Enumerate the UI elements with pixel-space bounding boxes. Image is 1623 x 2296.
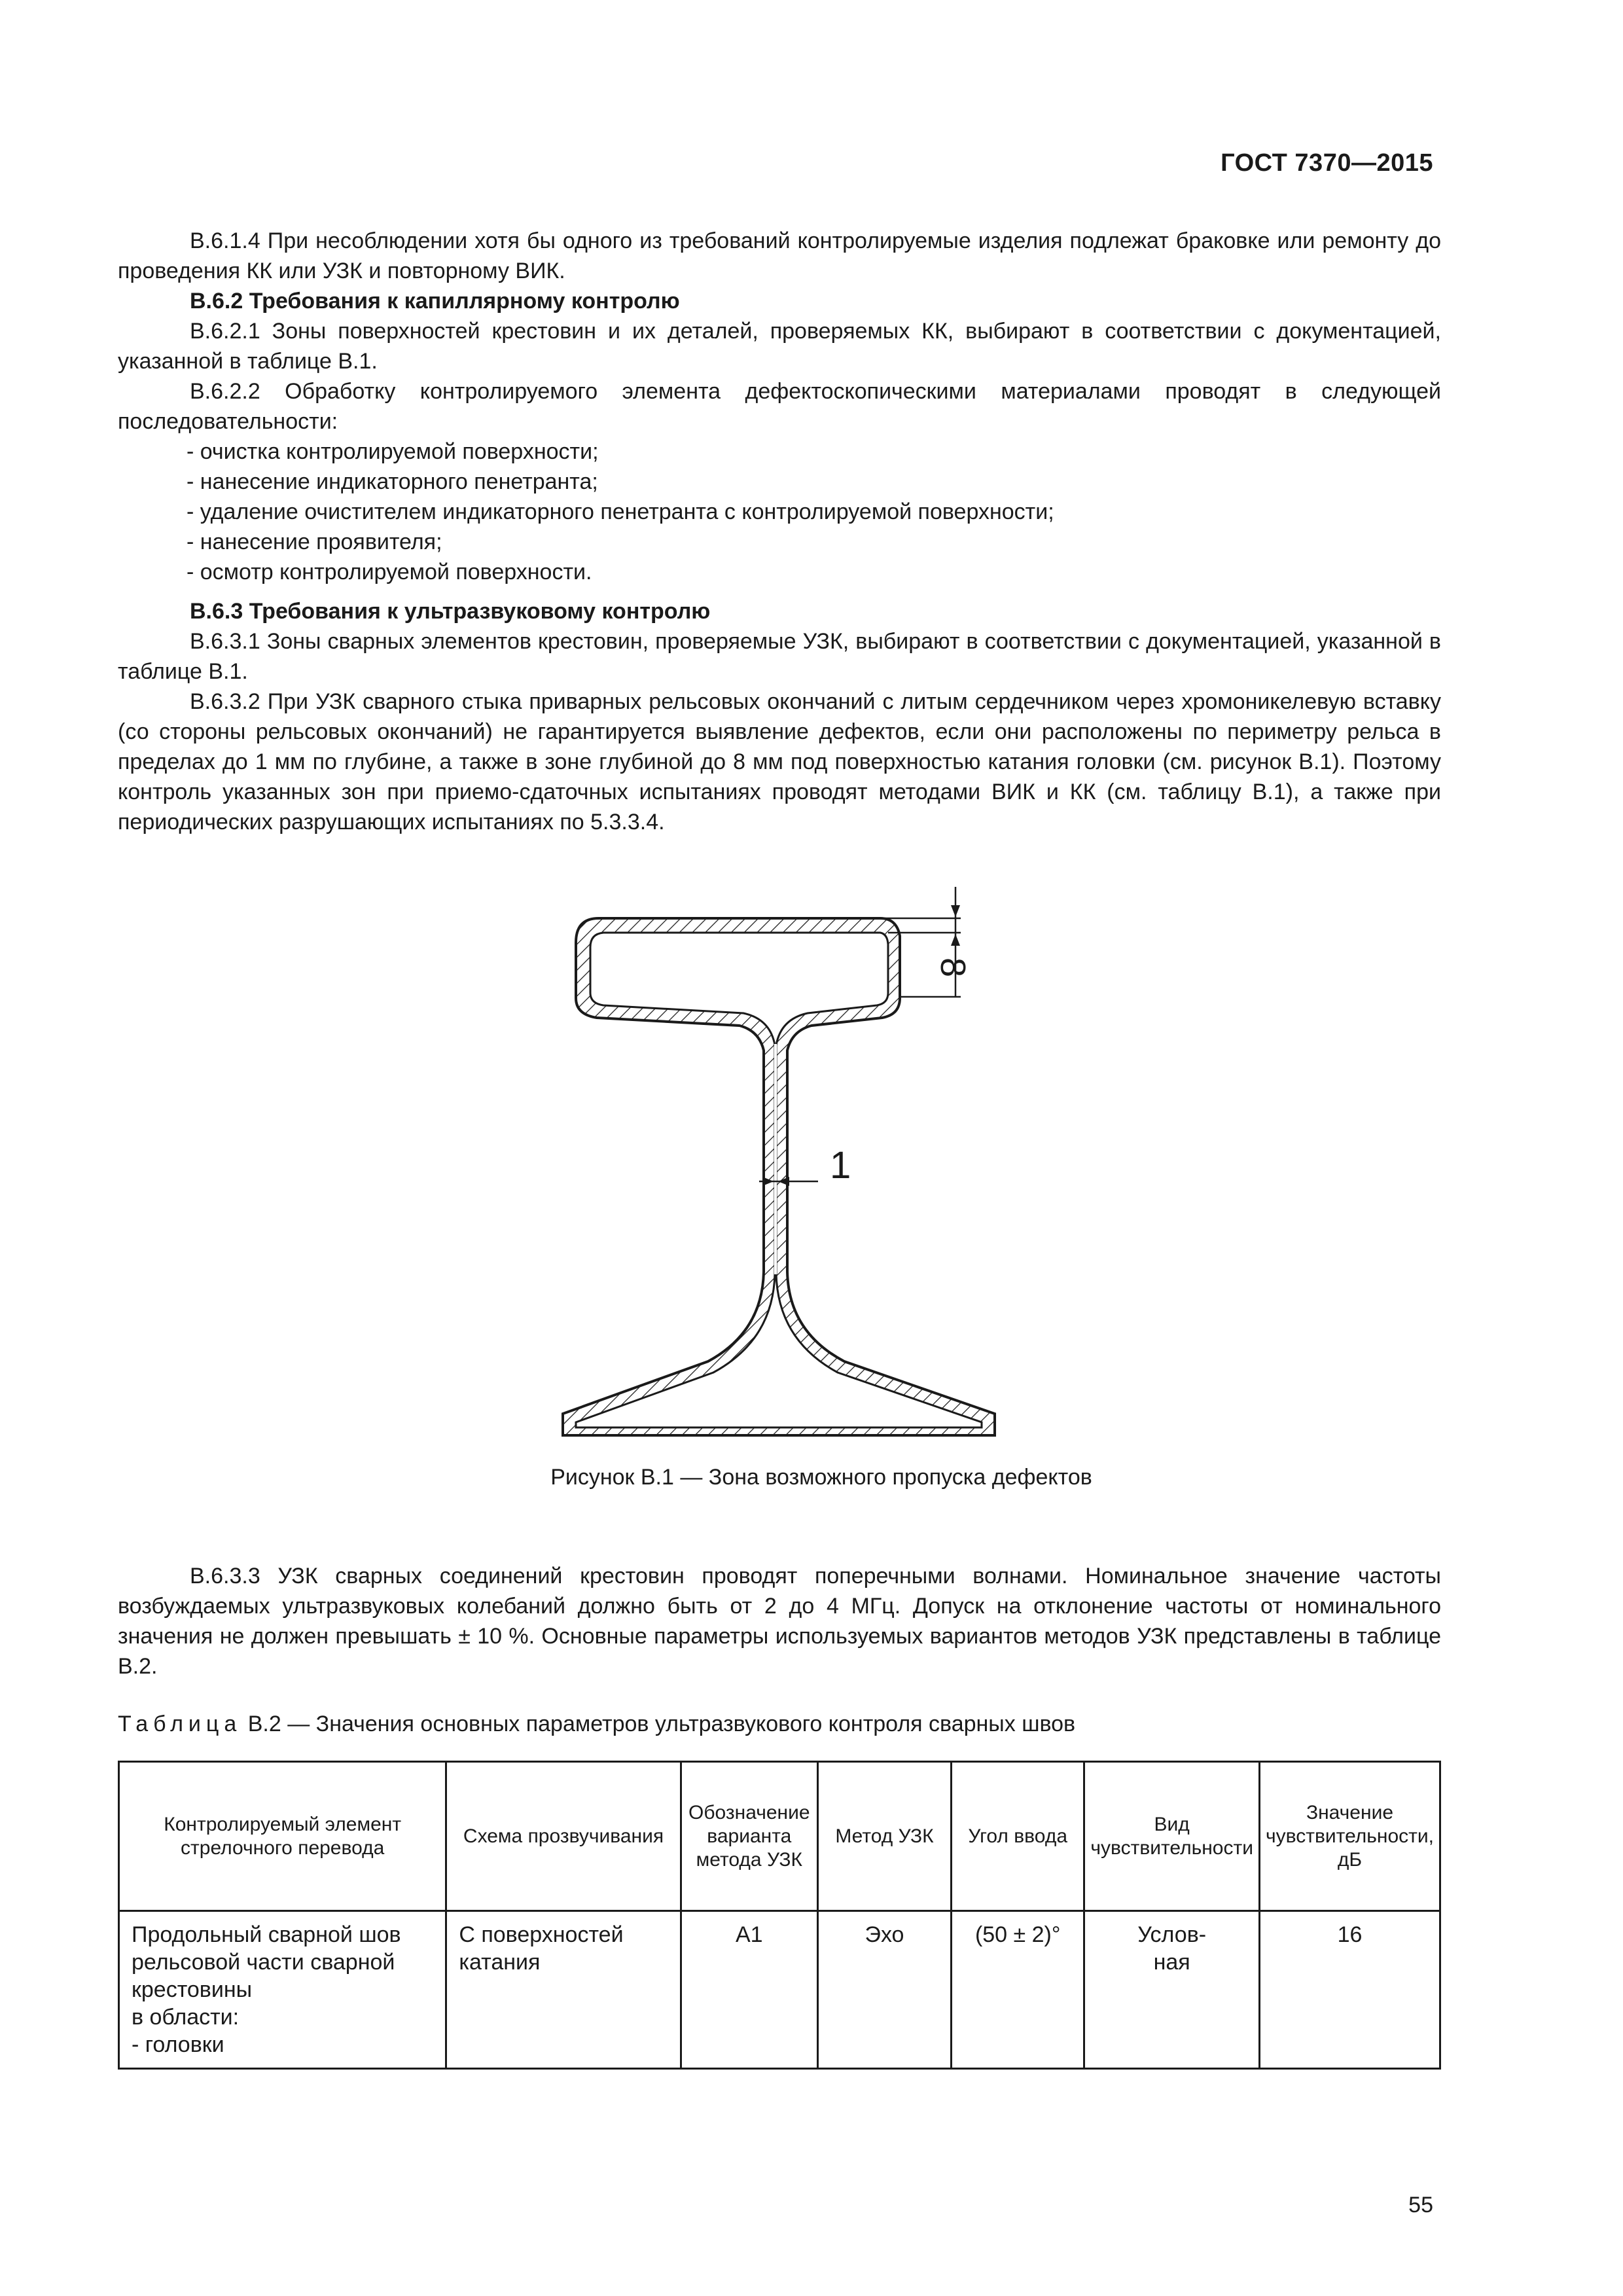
page-number: 55	[1408, 2193, 1433, 2217]
list-item: - нанесение индикаторного пенетранта;	[187, 469, 598, 494]
parameters-table	[118, 1761, 1441, 2070]
after-figure-text	[118, 1561, 1441, 1681]
cell-line: в области:	[132, 2005, 240, 2030]
rail-profile-figure	[537, 880, 1008, 1450]
rail-cross-section	[563, 918, 995, 1435]
cell-line: Услов-	[1137, 1922, 1207, 1947]
table-title-rest: В.2 — Значения основных параметров ультразвукового контроля сварных швов	[241, 1712, 1076, 1736]
paragraph-b632: В.6.3.2 При УЗК сварного стыка приварных рельсовых окончаний с литым сердечником через хромоникелевую вставку (со стороны рельсовых окончаний) не гарантируется выявление дефектов, если они расположены по периметру рельса в пределах до 1 мм по глубине, а также в зоне глубиной до 8 мм под поверхностью катания головки (см. рисунок В.1). Поэтому контроль указанных зон при приемо-сдаточных испытаниях проводят методами ВИК и КК (см. таблицу В.1), а также при периодических разрушающих испытаниях по 5.3.3.4.	[118, 689, 1441, 834]
header-sensitivity-type: Вид чувствительности	[1084, 1762, 1260, 1911]
cell-angle: (50 ± 2)°	[952, 1911, 1084, 2069]
list-item: - осмотр контролируемой поверхности.	[187, 560, 592, 584]
cell-sensitivity-value: 16	[1259, 1911, 1440, 2069]
paragraph-b631: В.6.3.1 Зоны сварных элементов крестовин, проверяемые УЗК, выбирают в соответствии с документацией, указанной в таблице В.1.	[118, 629, 1441, 684]
cell-line: С поверхностей	[459, 1922, 624, 1947]
list-item: - очистка контролируемой поверхности;	[187, 439, 599, 464]
figure-caption: Рисунок В.1 — Зона возможного пропуска дефектов	[550, 1465, 1092, 1490]
cell-element	[119, 1911, 446, 2069]
table-header-row	[119, 1762, 1440, 1911]
paragraph-b621: В.6.2.1 Зоны поверхностей крестовин и их деталей, проверяемых КК, выбирают в соответствии с документацией, указанной в таблице В.1.	[118, 319, 1441, 374]
cell-line: - головки	[132, 2032, 224, 2057]
paragraph-b622: В.6.2.2 Обработку контролируемого элемента дефектоскопическими материалами проводят в следующей последовательности:	[118, 379, 1441, 434]
header-angle: Угол ввода	[952, 1762, 1084, 1911]
rail-profile-drawing	[537, 880, 1008, 1450]
cell-line: рельсовой части сварной	[132, 1950, 395, 1975]
steps-list	[118, 437, 1441, 587]
cell-method: Эхо	[817, 1911, 951, 2069]
table-title-word: Таблица	[118, 1712, 242, 1736]
perimeter-label: 1	[830, 1144, 851, 1187]
depth-label: 8	[933, 957, 972, 978]
paragraph-b614: В.6.1.4 При несоблюдении хотя бы одного из требований контролируемые изделия подлежат браковке или ремонту до проведения КК или УЗК и повторному ВИК.	[118, 228, 1441, 283]
header-element: Контролируемый элемент стрелочного перевода	[119, 1762, 446, 1911]
list-item: - удаление очистителем индикаторного пенетранта с контролируемой поверхности;	[187, 499, 1054, 524]
header-method: Метод УЗК	[817, 1762, 951, 1911]
cell-sensitivity-type	[1084, 1911, 1260, 2069]
table-row	[119, 1911, 1440, 2069]
cell-variant: А1	[681, 1911, 817, 2069]
section-text	[118, 226, 1441, 837]
cell-scheme	[446, 1911, 681, 2069]
rail-web-gap	[774, 1044, 777, 1274]
paragraph-b633: В.6.3.3 УЗК сварных соединений крестовин проводят поперечными волнами. Номинальное значение частоты возбуждаемых ультразвуковых колебаний должно быть от 2 до 4 МГц. Допуск на отклонение частоты от номинального значения не должен превышать ± 10 %. Основные параметры используемых вариантов методов УЗК представлены в таблице В.2.	[118, 1564, 1441, 1679]
table-title	[118, 1712, 1075, 1737]
header-variant: Обозначение варианта метода УЗК	[681, 1762, 817, 1911]
heading-b62: В.6.2 Требования к капиллярному контролю	[190, 289, 680, 314]
document-header: ГОСТ 7370—2015	[1221, 149, 1433, 177]
header-scheme: Схема прозвучивания	[446, 1762, 681, 1911]
header-sensitivity-value: Значение чувствительности, дБ	[1259, 1762, 1440, 1911]
cell-line: ная	[1153, 1950, 1190, 1975]
cell-line: крестовины	[132, 1977, 253, 2002]
heading-b63: В.6.3 Требования к ультразвуковому контролю	[190, 599, 711, 624]
cell-line: Продольный сварной шов	[132, 1922, 401, 1947]
cell-line: катания	[459, 1950, 541, 1975]
list-item: - нанесение проявителя;	[187, 529, 442, 554]
